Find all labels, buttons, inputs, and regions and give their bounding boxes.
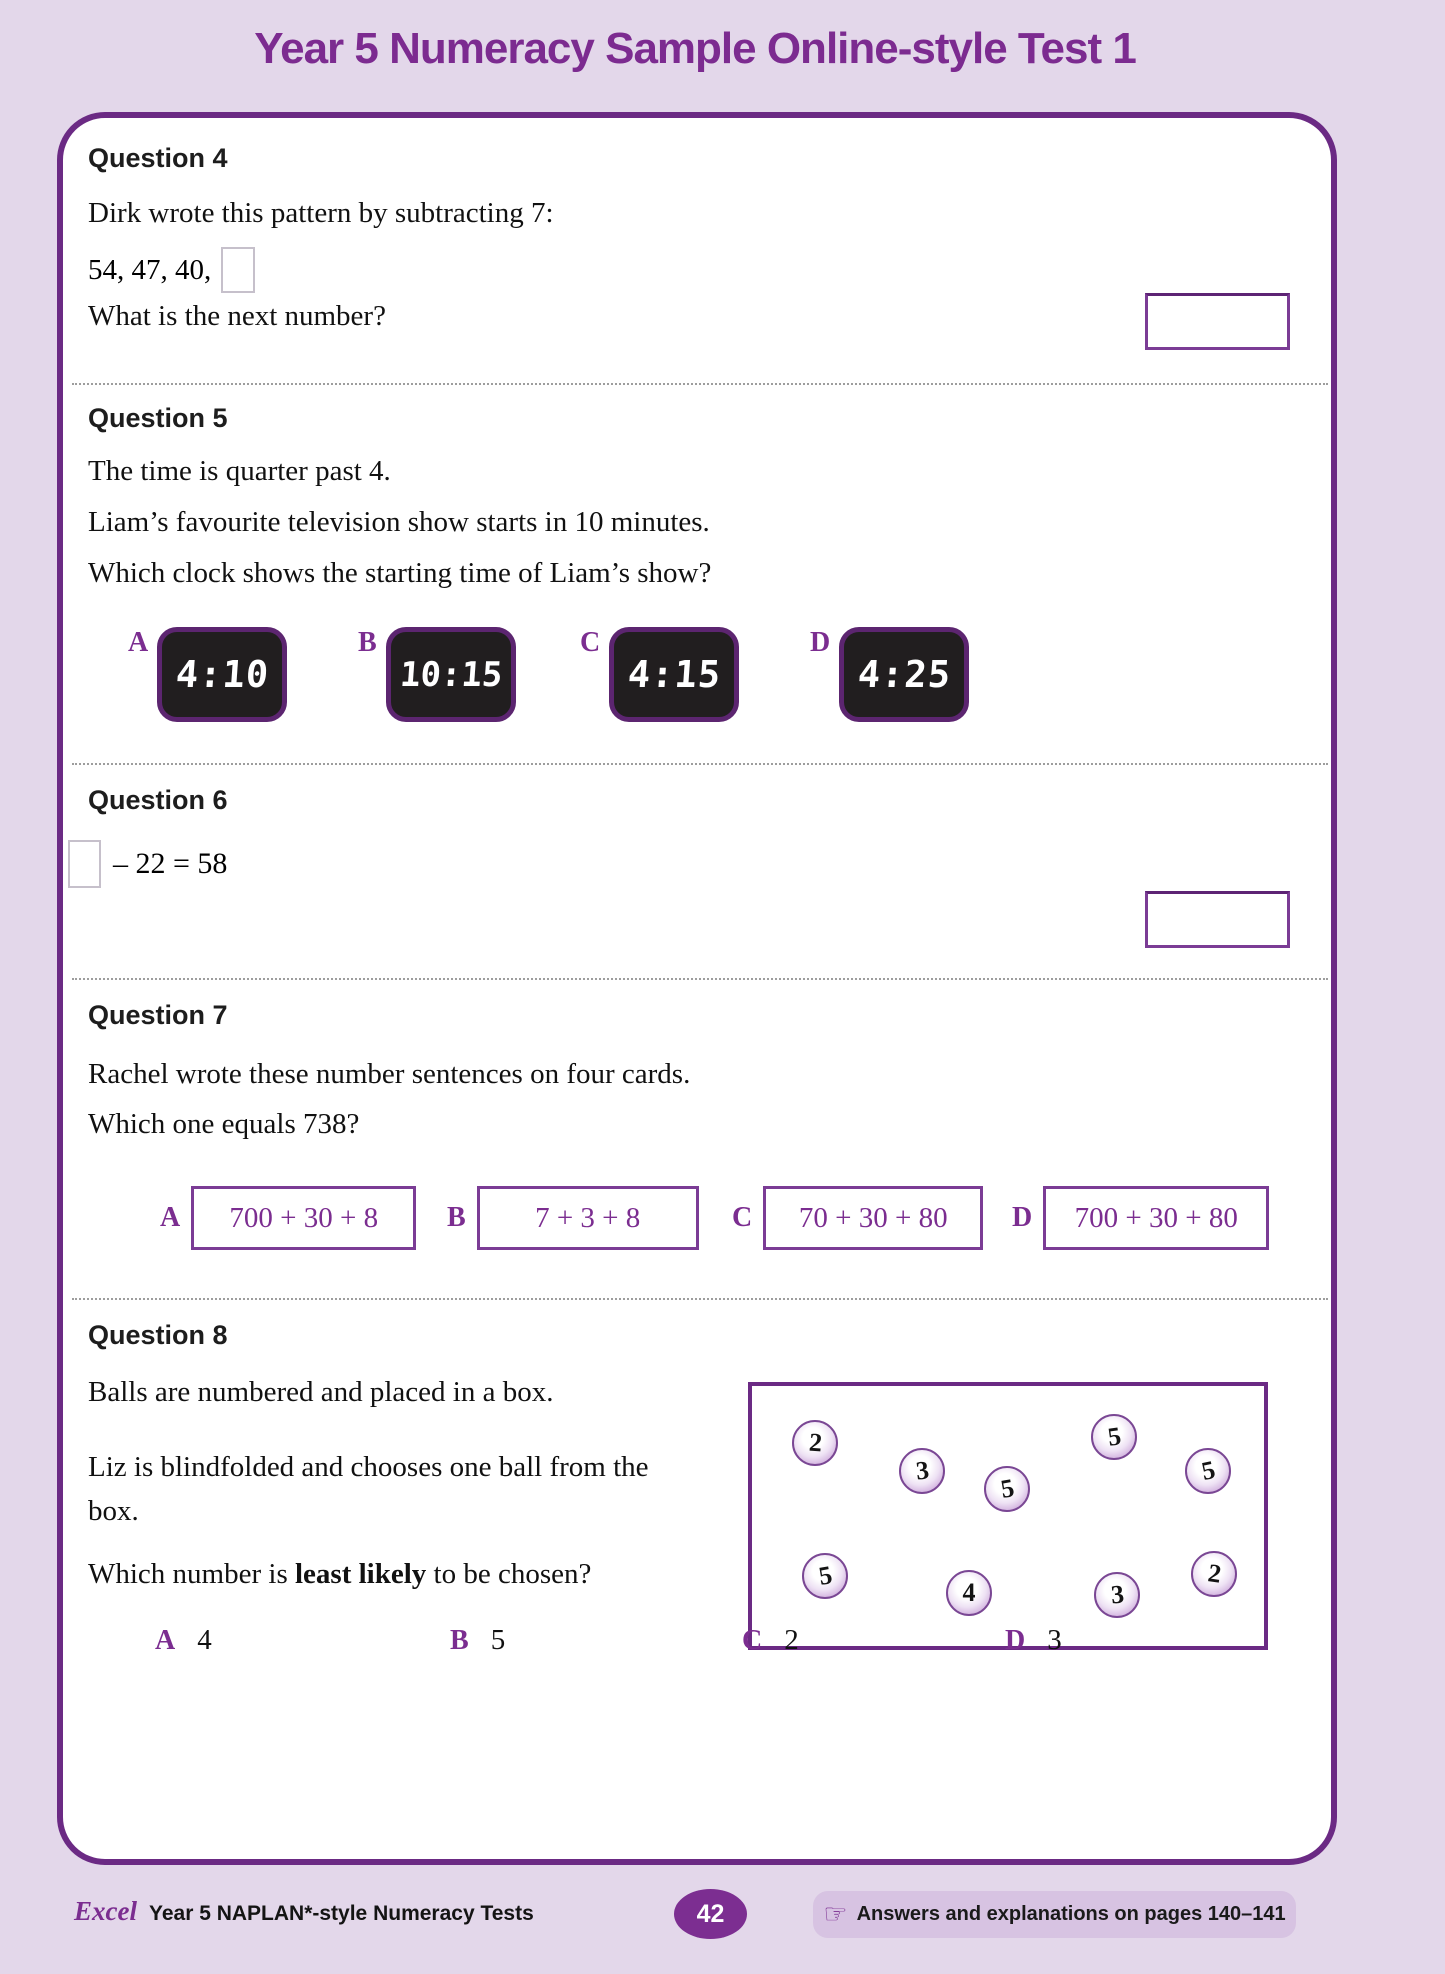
ball-number: 2	[1205, 1558, 1223, 1589]
question-6-equation-blank[interactable]	[68, 840, 101, 888]
choice-option-a	[155, 1624, 212, 1657]
digital-clock-c	[609, 627, 739, 722]
clock-option-a	[128, 627, 287, 722]
numbered-ball	[984, 1466, 1030, 1512]
separator	[72, 383, 1328, 385]
page-number: 42	[696, 1899, 725, 1928]
number-card-d	[1043, 1186, 1269, 1250]
question-8-prompt	[88, 1558, 591, 1591]
numbered-ball	[946, 1570, 992, 1616]
number-card-expression-d: 700 + 30 + 80	[1074, 1201, 1238, 1234]
question-4-sequence-blank[interactable]	[221, 247, 255, 293]
separator	[72, 1298, 1328, 1300]
number-card-b	[477, 1186, 699, 1250]
question-8-heading: Question 8	[88, 1320, 228, 1350]
number-card-option-c	[732, 1186, 983, 1250]
option-letter-d: D	[1012, 1202, 1033, 1233]
clock-time-a: 4:10	[174, 653, 271, 696]
option-letter-c: C	[742, 1625, 763, 1656]
option-letter-c: C	[580, 627, 601, 658]
answers-note: Answers and explanations on pages 140–141	[856, 1903, 1286, 1925]
numbered-ball	[1191, 1551, 1237, 1597]
question-5-prompt: Which clock shows the starting time of Liam’s show?	[88, 557, 712, 589]
option-letter-b: B	[358, 627, 377, 658]
digital-clock-b	[386, 627, 516, 722]
question-5-heading: Question 5	[88, 403, 228, 433]
answers-reference-pill	[813, 1891, 1296, 1938]
question-5-line1: The time is quarter past 4.	[88, 455, 391, 487]
option-letter-d: D	[1005, 1625, 1026, 1656]
option-value-b: 5	[490, 1624, 506, 1656]
clock-option-c	[580, 627, 739, 722]
choice-option-d	[1005, 1624, 1062, 1657]
ball-number: 5	[997, 1473, 1016, 1504]
number-card-c	[763, 1186, 983, 1250]
numbered-ball	[1091, 1414, 1137, 1460]
question-6-answer-box[interactable]	[1145, 891, 1290, 948]
option-letter-a: A	[155, 1625, 176, 1656]
prompt-text: to be chosen?	[426, 1558, 592, 1590]
question-4-sequence: 54, 47, 40,	[88, 253, 212, 286]
question-5-line2: Liam’s favourite television show starts in 10 minutes.	[88, 506, 710, 538]
prompt-text: Which number is	[88, 1558, 295, 1590]
page-title: Year 5 Numeracy Sample Online-style Test 1	[254, 24, 1136, 73]
question-6-equation: – 22 = 58	[113, 847, 228, 880]
number-card-expression-a: 700 + 30 + 8	[229, 1201, 379, 1234]
option-letter-a: A	[160, 1202, 181, 1233]
digital-clock-d	[839, 627, 969, 722]
ball-number: 2	[807, 1427, 823, 1458]
ball-number: 3	[1109, 1579, 1125, 1610]
question-4-sequence-row	[88, 245, 255, 295]
brand-logo: Excel	[74, 1896, 137, 1926]
question-6-equation-row	[68, 838, 227, 890]
separator	[72, 978, 1328, 980]
option-letter-d: D	[810, 627, 831, 658]
clock-time-c: 4:15	[626, 653, 723, 696]
question-4-prompt: What is the next number?	[88, 300, 386, 332]
clock-time-d: 4:25	[856, 653, 953, 696]
ball-number: 5	[1105, 1421, 1123, 1452]
option-value-a: 4	[197, 1624, 212, 1656]
footer-brand-line	[74, 1896, 534, 1927]
numbered-ball	[1185, 1448, 1231, 1494]
digital-clock-a	[157, 627, 287, 722]
ball-number: 5	[1198, 1454, 1218, 1487]
numbered-ball	[802, 1553, 848, 1599]
number-card-a	[191, 1186, 416, 1250]
question-4-line1: Dirk wrote this pattern by subtracting 7:	[88, 197, 554, 229]
number-card-expression-c: 70 + 30 + 80	[798, 1201, 948, 1234]
question-4-heading: Question 4	[88, 143, 228, 173]
option-letter-b: B	[447, 1202, 466, 1233]
number-card-option-d	[1012, 1186, 1269, 1250]
footer-series-title: Year 5 NAPLAN*-style Numeracy Tests	[148, 1902, 534, 1925]
number-card-option-b	[447, 1186, 699, 1250]
choice-option-c	[742, 1624, 799, 1657]
clock-option-b	[358, 627, 516, 722]
ball-number: 5	[815, 1560, 834, 1591]
number-card-expression-b: 7 + 3 + 8	[535, 1201, 641, 1234]
option-letter-a: A	[128, 627, 149, 658]
question-6-heading: Question 6	[88, 785, 228, 815]
clock-time-b: 10:15	[398, 654, 504, 695]
option-value-c: 2	[784, 1624, 799, 1656]
question-7-line1: Rachel wrote these number sentences on four cards.	[88, 1058, 691, 1090]
numbered-ball	[792, 1420, 838, 1466]
ball-number: 4	[962, 1578, 976, 1607]
ball-number: 3	[913, 1455, 930, 1486]
option-value-d: 3	[1047, 1624, 1062, 1656]
pointing-hand-icon: ☞	[823, 1899, 848, 1929]
clock-option-d	[810, 627, 969, 722]
question-7-heading: Question 7	[88, 1000, 228, 1030]
question-7-prompt: Which one equals 738?	[88, 1108, 360, 1140]
option-letter-b: B	[450, 1625, 469, 1656]
option-letter-c: C	[732, 1202, 753, 1233]
page-number-badge	[674, 1889, 747, 1939]
separator	[72, 763, 1328, 765]
prompt-bold-text: least likely	[294, 1558, 427, 1590]
number-card-option-a	[160, 1186, 416, 1250]
numbered-ball	[1094, 1572, 1140, 1618]
question-8-line1: Balls are numbered and placed in a box.	[88, 1376, 554, 1408]
numbered-ball	[899, 1448, 945, 1494]
choice-option-b	[450, 1624, 505, 1657]
ball-box	[748, 1382, 1268, 1650]
question-4-answer-box[interactable]	[1145, 293, 1290, 350]
question-8-line2: Liz is blindfolded and chooses one ball from the box.	[88, 1451, 649, 1527]
